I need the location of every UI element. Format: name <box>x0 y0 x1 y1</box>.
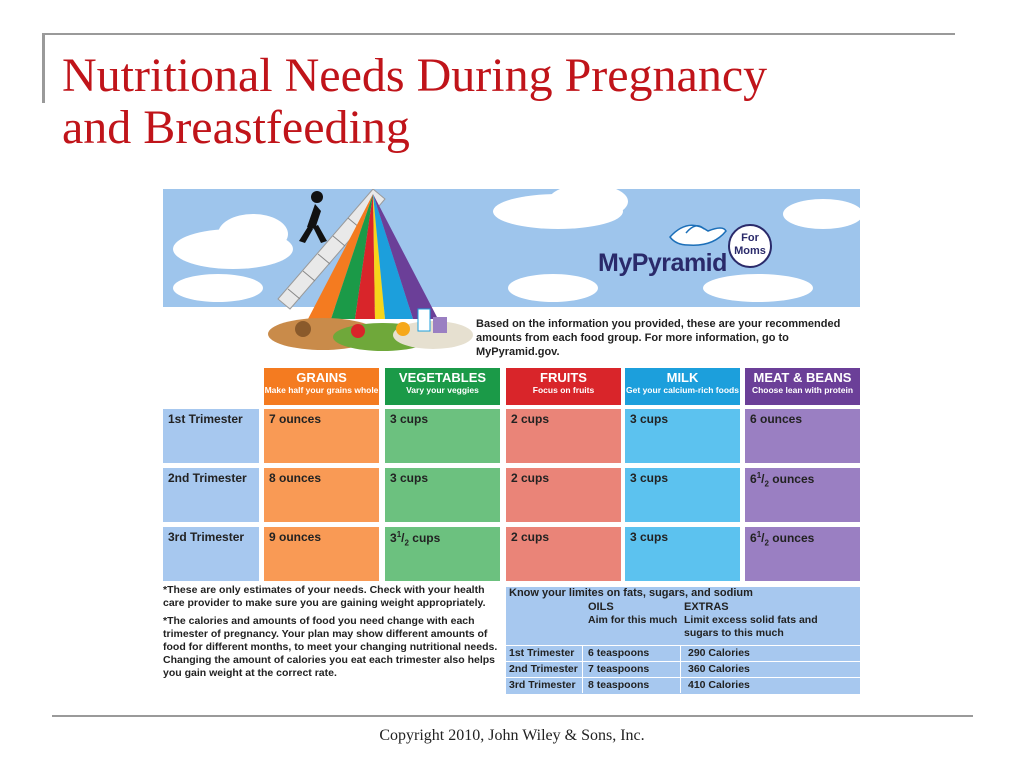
left-rule <box>42 33 45 103</box>
cell-grains-2nd: 8 ounces <box>264 468 379 522</box>
limits-row-label: 1st Trimester <box>509 647 575 659</box>
cell-grains-3rd: 9 ounces <box>264 527 379 581</box>
row-label-2nd: 2nd Trimester <box>163 468 259 522</box>
title-line-2: and Breastfeeding <box>62 101 410 154</box>
group-tagline: Make half your grains whole <box>264 385 379 395</box>
cell-grains-1st: 7 ounces <box>264 409 379 463</box>
extras-value: 290 Calories <box>688 647 750 659</box>
cell-vegetables-2nd: 3 cups <box>385 468 500 522</box>
group-tagline: Vary your veggies <box>406 385 479 395</box>
slide-title <box>62 50 962 154</box>
cell-milk-2nd: 3 cups <box>625 468 740 522</box>
fraction-unit: cups <box>412 531 441 545</box>
divider <box>582 678 583 693</box>
fraction-denominator: 2 <box>404 538 409 548</box>
group-tagline: Get your calcium-rich foods <box>626 385 739 395</box>
extras-title: EXTRAS <box>684 601 729 613</box>
header-vegetables <box>385 368 500 405</box>
header-meat-beans <box>745 368 860 405</box>
limits-row-1st <box>506 645 860 661</box>
limits-row-label: 2nd Trimester <box>509 663 578 675</box>
cell-meat-3rd: $6^1/_2$ ounces <box>745 527 860 581</box>
cell-milk-3rd: 3 cups <box>625 527 740 581</box>
limits-row-2nd <box>506 661 860 677</box>
mypyramid-poster <box>163 189 860 696</box>
oils-header <box>588 601 680 627</box>
group-tagline: Focus on fruits <box>532 385 595 395</box>
divider <box>582 662 583 677</box>
cloud <box>783 199 860 229</box>
cloud <box>173 274 263 302</box>
oils-subtitle: Aim for this much <box>588 614 678 626</box>
fraction-denominator: 2 <box>764 538 769 548</box>
top-rule <box>42 33 955 35</box>
cell-fruits-1st: 2 cups <box>506 409 621 463</box>
header-milk <box>625 368 740 405</box>
oils-value: 6 teaspoons <box>588 647 650 659</box>
for-moms-badge <box>728 224 772 268</box>
extras-subtitle: Limit excess solid fats and sugars to this much <box>684 614 818 639</box>
row-label-1st: 1st Trimester <box>163 409 259 463</box>
cell-fruits-3rd: 2 cups <box>506 527 621 581</box>
group-name: MEAT & BEANS <box>753 370 852 385</box>
header-fruits <box>506 368 621 405</box>
footnote-2: *The calories and amounts of food you need change with each trimester of pregnancy. Your plan may show different amounts of food for different months, to meet your changing nutritional needs. Changing the amount of calories you eat each trimester also helps you gain weight at the correct rate. <box>163 615 498 679</box>
for-moms-text: For Moms <box>734 232 766 257</box>
extras-value: 360 Calories <box>688 663 750 675</box>
limits-panel <box>506 587 860 694</box>
group-name: GRAINS <box>296 370 347 385</box>
brand-name: MyPyramid <box>598 249 727 277</box>
fraction-numerator: 1 <box>756 530 762 539</box>
limits-row-label: 3rd Trimester <box>509 679 576 691</box>
group-name: FRUITS <box>540 370 587 385</box>
footnote-1: *These are only estimates of your needs. Check with your health care provider to make sure you are gaining weight appropriately. <box>163 584 486 609</box>
intro-text: Based on the information you provided, these are your recommended amounts from each food group. For more information, go to MyPyramid.gov. <box>476 318 841 358</box>
oils-value: 8 teaspoons <box>588 679 650 691</box>
fraction-whole: 6 <box>750 531 757 545</box>
pyramid-graphic <box>263 189 483 359</box>
group-tagline: Choose lean with protein <box>751 385 854 395</box>
fraction-denominator: 2 <box>764 479 769 489</box>
copyright-footer: Copyright 2010, John Wiley & Sons, Inc. <box>379 727 645 744</box>
limits-title: Know your limites on fats, sugars, and sodium <box>509 587 753 599</box>
limits-row-3rd <box>506 677 860 693</box>
fraction-numerator: 1 <box>396 530 402 539</box>
fraction-unit: ounces <box>772 472 815 486</box>
extras-header <box>684 601 854 640</box>
fraction-whole: 3 <box>390 531 397 545</box>
cell-vegetables-1st: 3 cups <box>385 409 500 463</box>
oils-title: OILS <box>588 601 614 613</box>
cell-milk-1st: 3 cups <box>625 409 740 463</box>
row-label-3rd: 3rd Trimester <box>163 527 259 581</box>
divider <box>680 662 681 677</box>
header-grains <box>264 368 379 405</box>
cloud <box>508 274 598 302</box>
footnotes <box>163 584 503 685</box>
divider <box>680 678 681 693</box>
extras-value: 410 Calories <box>688 679 750 691</box>
bottom-rule <box>52 715 973 717</box>
divider <box>582 646 583 661</box>
fraction-unit: ounces <box>772 531 815 545</box>
group-name: VEGETABLES <box>398 370 487 385</box>
group-name: MILK <box>666 370 699 385</box>
cell-meat-1st: 6 ounces <box>745 409 860 463</box>
walking-figure-icon <box>299 191 327 243</box>
divider <box>680 646 681 661</box>
title-line-1: Nutritional Needs During Pregnancy <box>62 49 768 102</box>
cell-fruits-2nd: 2 cups <box>506 468 621 522</box>
cell-vegetables-3rd: $3^1/_2$ cups <box>385 527 500 581</box>
fraction-numerator: 1 <box>756 471 762 480</box>
cell-meat-2nd: $6^1/_2$ ounces <box>745 468 860 522</box>
fraction-whole: 6 <box>750 472 757 486</box>
oils-value: 7 teaspoons <box>588 663 650 675</box>
bird-icon <box>668 217 728 252</box>
cloud <box>703 274 813 302</box>
